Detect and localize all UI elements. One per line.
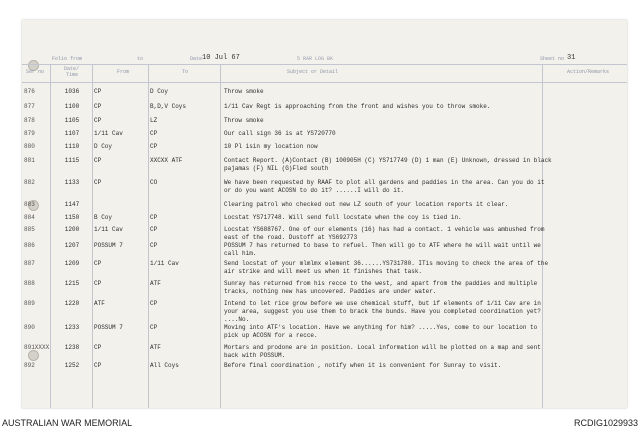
row-time: 1133 xyxy=(64,179,80,186)
row-time: 1215 xyxy=(64,280,80,287)
row-detail: 10 Pl isin my location now xyxy=(224,143,318,150)
row-to: CP xyxy=(150,214,158,221)
folio-to-label: to xyxy=(137,56,144,62)
row-from: CP xyxy=(94,117,102,124)
row-serial: 884 xyxy=(24,214,35,221)
row-to: CP xyxy=(150,242,158,249)
row-from: 1/11 Cav xyxy=(94,130,123,137)
row-serial: 886 xyxy=(24,242,35,249)
row-from: POSSUM 7 xyxy=(94,242,123,249)
row-time: 1200 xyxy=(64,226,80,233)
row-time: 1220 xyxy=(64,300,80,307)
footer-institution: AUSTRALIAN WAR MEMORIAL xyxy=(2,418,133,428)
log-sheet xyxy=(22,20,627,408)
row-detail: Locstat YS717748. Will send full locstate when the coy is tied in. xyxy=(224,214,462,221)
col-dtg-header-1: Date/ xyxy=(64,66,80,72)
row-to: CO xyxy=(150,179,158,186)
row-serial: 888 xyxy=(24,280,35,287)
col-divider xyxy=(220,64,221,408)
row-serial: 887 xyxy=(24,260,35,267)
row-serial: 880 xyxy=(24,143,35,150)
row-to: XXCXX ATF xyxy=(150,157,183,164)
row-time: 1115 xyxy=(64,157,80,164)
row-from: 1/11 Cav xyxy=(94,226,123,233)
row-detail: Our call sign 36 is at YS720770 xyxy=(224,130,336,137)
folio-label: Folio from xyxy=(52,56,83,62)
row-to: CP xyxy=(150,143,158,150)
row-serial: 883 xyxy=(24,201,35,208)
row-to: ATF xyxy=(150,280,161,287)
row-from: CP xyxy=(94,179,102,186)
col-divider xyxy=(92,64,93,408)
row-from: CP xyxy=(94,88,102,95)
row-to: All Coys xyxy=(150,362,179,369)
row-serial: 889 xyxy=(24,300,35,307)
row-serial: 881 xyxy=(24,157,35,164)
col-serial-header: Ser no xyxy=(26,69,45,75)
col-divider xyxy=(50,64,51,408)
row-detail: Throw smoke xyxy=(224,117,264,124)
row-serial: 879 xyxy=(24,130,35,137)
row-serial: 882 xyxy=(24,179,35,186)
col-dtg-header-2: Time xyxy=(66,72,79,78)
row-from: CP xyxy=(94,103,102,110)
header-rule-bottom xyxy=(22,82,627,83)
header-rule-top xyxy=(22,64,627,65)
row-time: 1107 xyxy=(64,130,80,137)
row-to: B,D,V Coys xyxy=(150,103,187,110)
row-serial: 892 xyxy=(24,362,35,369)
row-to: D Coy xyxy=(150,88,169,95)
row-time: 1238 xyxy=(64,344,80,351)
row-from: CP xyxy=(94,344,102,351)
row-time: 1110 xyxy=(64,143,80,150)
row-detail: Send locstat of your mlmlmx element 36......YS731780. ITis moving to check the area of the air strike and will meet us when it finishes that task. xyxy=(224,260,549,275)
row-detail: Throw smoke xyxy=(224,88,264,95)
row-detail: Before final coordination , notify when it is convenient for Sunray to visit. xyxy=(224,362,502,369)
row-from: B Coy xyxy=(94,214,113,221)
sheet-label: Sheet no xyxy=(540,56,565,62)
row-serial: 877 xyxy=(24,103,35,110)
row-to: CP xyxy=(150,324,158,331)
row-serial: 876 xyxy=(24,88,35,95)
col-divider xyxy=(148,64,149,408)
unit-stamp: 5 RAR LOG BK xyxy=(297,56,334,62)
row-detail: Locstat YS688767. One of our elements (16) has had a contact. 1 vehicle was ambushed from east of the road. Dustoff at YS692773 xyxy=(224,226,545,241)
row-serial: 878 xyxy=(24,117,35,124)
row-to: 1/11 Cav xyxy=(150,260,179,267)
row-serial: 885 xyxy=(24,226,35,233)
row-from: CP xyxy=(94,157,102,164)
row-detail: POSSUM 7 has returned to base to refuel. Then will go to ATF where he will wait until we call him. xyxy=(224,242,541,257)
date-label: Date xyxy=(190,56,203,62)
row-time: 1252 xyxy=(64,362,80,369)
row-time: 1105 xyxy=(64,117,80,124)
row-time: 1209 xyxy=(64,260,80,267)
row-from: POSSUM 7 xyxy=(94,324,123,331)
row-detail: Mortars and prodone are in position. Local information will be plotted on a map and sent back with POSSUM. xyxy=(224,344,541,359)
col-subject-header: Subject or Detail xyxy=(287,69,339,75)
row-time: 1100 xyxy=(64,103,80,110)
row-detail: Contact Report. (A)Contact (B) 100905H (C) YS717749 (D) 1 man (E) Unknown, dressed in black pajamas (F) NIL (G)Fled south xyxy=(224,157,552,172)
row-time: 1036 xyxy=(64,88,80,95)
row-time: 1147 xyxy=(64,201,80,208)
row-detail: Clearing patrol who checked out new LZ south of your location reports it clear. xyxy=(224,201,509,208)
date-value: 10 Jul 67 xyxy=(202,54,240,62)
row-from: D Coy xyxy=(94,143,113,150)
row-serial: 891XXXX xyxy=(24,344,50,351)
sheet-value: 31 xyxy=(567,54,576,62)
row-serial: 890 xyxy=(24,324,35,331)
row-time: 1233 xyxy=(64,324,80,331)
col-from-header: From xyxy=(117,69,130,75)
row-detail: Intend to let rice grow before we use chemical stuff, but if elements of 1/11 Cav are in your area, suggest you use them to brack the bunds. Have you completed coordination yet? ....No. xyxy=(224,300,541,323)
row-detail: Moving into ATF's location. Have we anything for him? .....Yes, come to our location to pick up ACOSN for a recce. xyxy=(224,324,538,339)
row-detail: 1/11 Cav Regt is approaching from the front and wishes you to throw smoke. xyxy=(224,103,491,110)
row-detail: We have been requested by RAAF to plot all gardens and paddies in the area. Can you do it or do you want ACOSN to do it? ......I will do it. xyxy=(224,179,545,194)
row-from: ATF xyxy=(94,300,105,307)
row-to: CP xyxy=(150,130,158,137)
row-from: CP xyxy=(94,362,102,369)
row-from: CP xyxy=(94,260,102,267)
row-to: ATF xyxy=(150,344,161,351)
row-time: 1150 xyxy=(64,214,80,221)
row-to: CP xyxy=(150,226,158,233)
col-action-header: Action/Remarks xyxy=(567,69,610,75)
row-from: CP xyxy=(94,280,102,287)
row-to: CP xyxy=(150,300,158,307)
row-time: 1207 xyxy=(64,242,80,249)
col-to-header: To xyxy=(182,69,189,75)
row-detail: Sunray has returned from his recce to the west, and apart from the paddies and multiple tracks, nothing new has uncovered. Paddies are under water. xyxy=(224,280,538,295)
row-to: LZ xyxy=(150,117,158,124)
footer-reference: RCDIG1029933 xyxy=(573,418,638,428)
